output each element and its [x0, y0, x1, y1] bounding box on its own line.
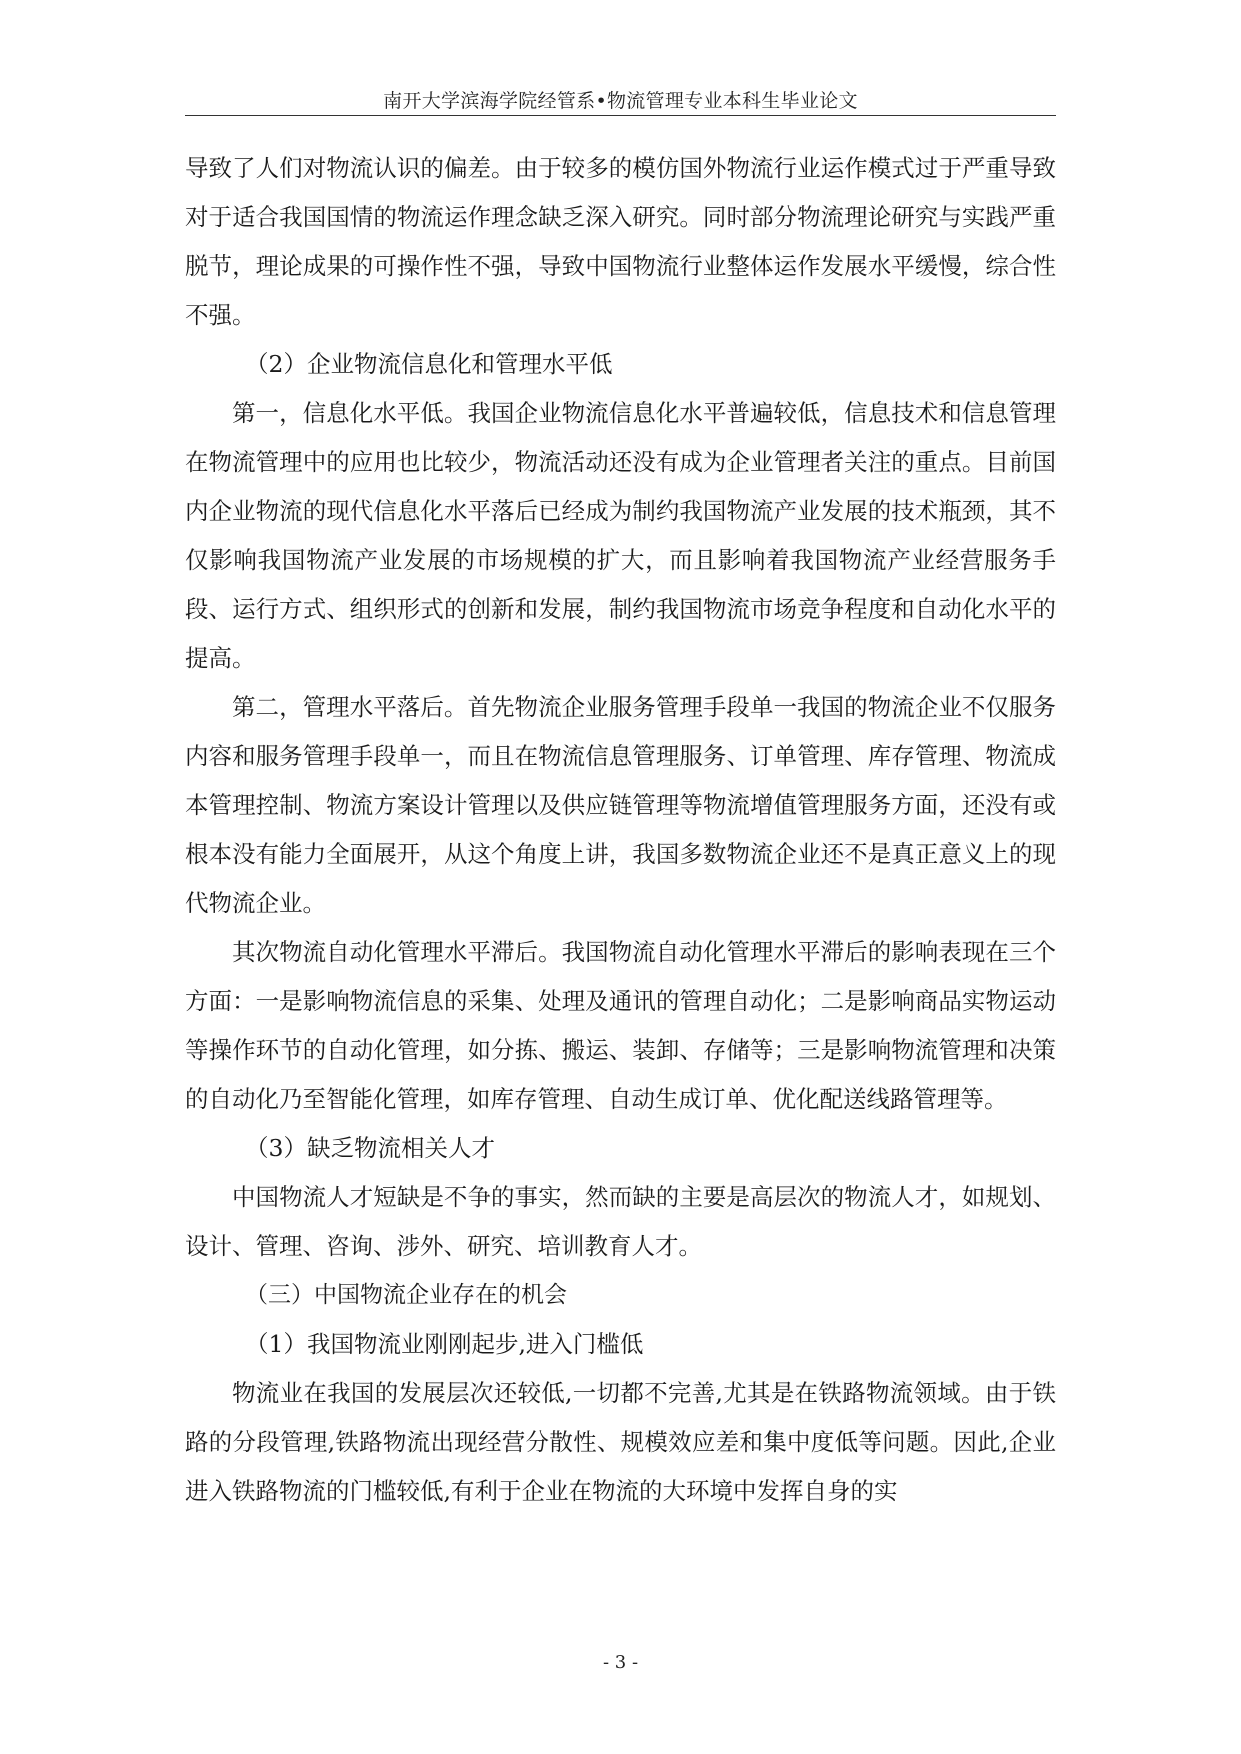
paragraph-automation: 其次物流自动化管理水平滞后。我国物流自动化管理水平滞后的影响表现在三个方面：一是影响物流信息的采集、处理及通讯的管理自动化；二是影响商品实物运动等操作环节的自动化管理，如分拣、搬运、装卸、存储等；三是影响物流管理和决策的自动化乃至智能化管理，如库存管理、自动生成订单、优化配送线路管理等。: [185, 938, 1056, 1113]
paragraph-management-level: 第二，管理水平落后。首先物流企业服务管理手段单一我国的物流企业不仅服务内容和服务管理手段单一，而且在物流信息管理服务、订单管理、库存管理、物流成本管理控制、物流方案设计管理以及供应链管理等物流增值管理服务方面，还没有或根本没有能力全面展开，从这个角度上讲，我国多数物流企业还不是真正意义上的现代物流企业。: [185, 693, 1056, 917]
paragraph-railway: 物流业在我国的发展层次还较低,一切都不完善,尤其是在铁路物流领域。由于铁路的分段管理,铁路物流出现经营分散性、规模效应差和集中度低等问题。因此,企业进入铁路物流的门槛较低,有利于企业在物流的大环境中发挥自身的实: [185, 1379, 1056, 1505]
subheading-3: （3）缺乏物流相关人才: [245, 1134, 495, 1162]
subheading-1-opportunity: （1）我国物流业刚刚起步,进入门槛低: [245, 1330, 644, 1358]
paragraph-continuation: 导致了人们对物流认识的偏差。由于较多的模仿国外物流行业运作模式过于严重导致对于适合我国国情的物流运作理念缺乏深入研究。同时部分物流理论研究与实践严重脱节，理论成果的可操作性不强，导致中国物流行业整体运作发展水平缓慢，综合性不强。: [185, 154, 1056, 329]
paragraph-talent: 中国物流人才短缺是不争的事实，然而缺的主要是高层次的物流人才，如规划、设计、管理、咨询、涉外、研究、培训教育人才。: [185, 1183, 1056, 1260]
page-number: - 3 -: [602, 1652, 639, 1673]
subheading-2: （2）企业物流信息化和管理水平低: [245, 350, 613, 378]
header-rule: [185, 115, 1056, 116]
document-body: [185, 144, 1056, 1516]
paragraph-info-level: 第一，信息化水平低。我国企业物流信息化水平普遍较低，信息技术和信息管理在物流管理中的应用也比较少，物流活动还没有成为企业管理者关注的重点。目前国内企业物流的现代信息化水平落后已经成为制约我国物流产业发展的技术瓶颈，其不仅影响我国物流产业发展的市场规模的扩大，而且影响着我国物流产业经营服务手段、运行方式、组织形式的创新和发展，制约我国物流市场竞争程度和自动化水平的提高。: [185, 399, 1056, 672]
section-heading-opportunities: （三）中国物流企业存在的机会: [245, 1282, 567, 1308]
running-header: 南开大学滨海学院经管系•物流管理专业本科生毕业论文: [383, 90, 858, 112]
